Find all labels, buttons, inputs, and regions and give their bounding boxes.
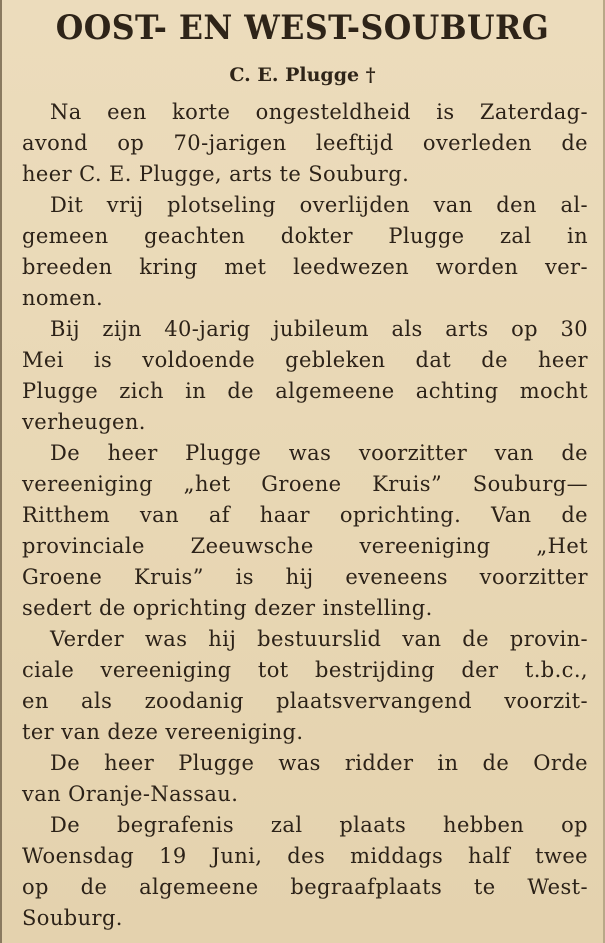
text-line: Na een korte ongesteldheid is Zaterdag- xyxy=(50,100,588,124)
text-line: ciale vereeniging tot bestrijding der t.b.c., xyxy=(22,658,588,682)
text-line: verheugen. xyxy=(22,410,146,434)
byline: C. E. Plugge † xyxy=(229,64,376,86)
headline: OOST- EN WEST-SOUBURG xyxy=(55,8,550,48)
text-line: Verder was hij bestuurslid van de provin- xyxy=(50,627,588,651)
text-line: sedert de oprichting dezer instelling. xyxy=(22,596,433,620)
text-line: breeden kring met leedwezen worden ver- xyxy=(22,255,588,279)
text-line: Woensdag 19 Juni, des middags half twee xyxy=(22,844,588,868)
text-line: De heer Plugge was ridder in de Orde xyxy=(50,751,588,775)
text-line: ter van deze vereeniging. xyxy=(22,720,304,744)
text-line: nomen. xyxy=(22,286,104,310)
text-line: en als zoodanig plaatsvervangend voorzit- xyxy=(22,689,588,713)
text-line: heer C. E. Plugge, arts te Souburg. xyxy=(22,162,410,186)
text-line: Bij zijn 40-jarig jubileum als arts op 30 xyxy=(50,317,588,341)
text-line: Groene Kruis” is hij eveneens voorzitter xyxy=(22,565,588,589)
text-line: provinciale Zeeuwsche vereeniging „Het xyxy=(22,534,588,558)
text-line: gemeen geachten dokter Plugge zal in xyxy=(22,224,588,248)
text-line: vereeniging „het Groene Kruis” Souburg— xyxy=(22,472,588,496)
text-line: op de algemeene begraafplaats te West- xyxy=(22,875,588,899)
text-line: Dit vrij plotseling overlijden van den al- xyxy=(50,193,588,217)
text-line: De heer Plugge was voorzitter van de xyxy=(50,441,588,465)
text-line: Souburg. xyxy=(22,906,123,930)
text-line: De begrafenis zal plaats hebben op xyxy=(50,813,588,837)
text-line: Plugge zich in de algemeene achting mocht xyxy=(22,379,588,403)
text-line: Ritthem van af haar oprichting. Van de xyxy=(22,503,588,527)
text-line: avond op 70-jarigen leeftijd overleden de xyxy=(22,131,588,155)
text-line: Mei is voldoende gebleken dat de heer xyxy=(22,348,588,372)
text-line: van Oranje-Nassau. xyxy=(22,782,239,806)
